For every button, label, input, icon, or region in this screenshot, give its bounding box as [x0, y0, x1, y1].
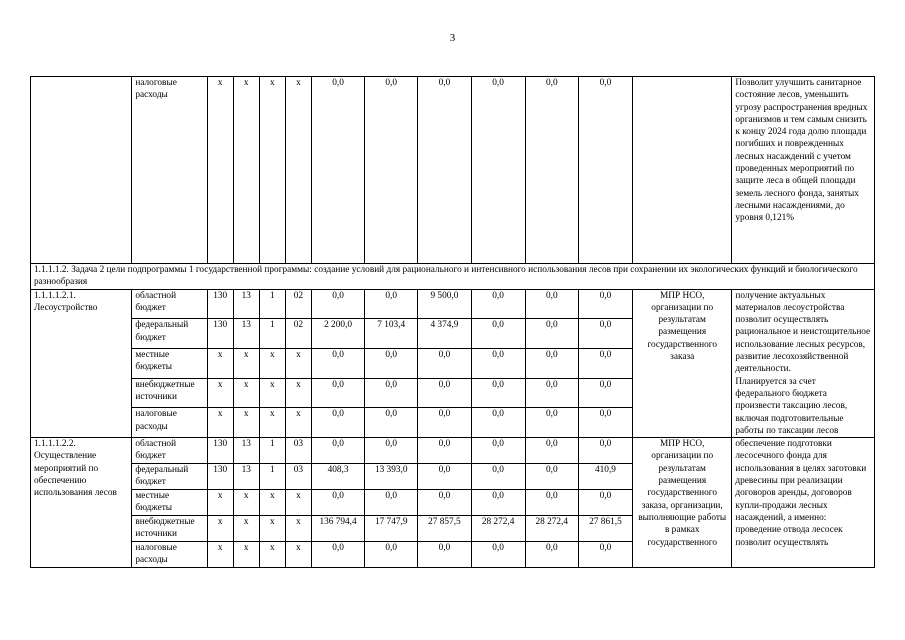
amount-3: 4 374,9 — [418, 319, 471, 349]
funding-source: областной бюджет — [132, 289, 207, 319]
amount-6: 0,0 — [578, 490, 632, 516]
budget-code-1: x — [207, 490, 233, 516]
budget-code-2: 13 — [233, 289, 259, 319]
amount-1: 0,0 — [311, 77, 364, 264]
expected-result: обеспечение подготовки лесосечного фонда для использования в целях заготовки древесины при реализации договоров аренды, договоров купли-продажи лесных насаждений, а именно: проведение отвода лесосек позволит осуществлять — [732, 438, 875, 568]
budget-code-3: x — [259, 516, 285, 542]
amount-1: 0,0 — [311, 438, 364, 464]
budget-code-1: 130 — [207, 319, 233, 349]
amount-2: 0,0 — [365, 408, 418, 438]
budget-code-3: 1 — [259, 319, 285, 349]
amount-2: 0,0 — [365, 542, 418, 568]
budget-code-3: x — [259, 542, 285, 568]
budget-code-4: x — [285, 516, 311, 542]
amount-2: 7 103,4 — [365, 319, 418, 349]
budget-code-2: x — [233, 378, 259, 408]
amount-3: 0,0 — [418, 77, 471, 264]
budget-code-2: 13 — [233, 464, 259, 490]
executor: МПР НСО, организации по результатам размещения государственного заказа — [633, 289, 732, 438]
funding-source: областной бюджет — [132, 438, 207, 464]
funding-source: внебюджетные источники — [132, 378, 207, 408]
table-row — [31, 438, 875, 464]
budget-code-1: x — [207, 542, 233, 568]
budget-code-4: x — [285, 542, 311, 568]
amount-5: 0,0 — [525, 77, 578, 264]
budget-code-1: x — [207, 349, 233, 379]
amount-2: 0,0 — [365, 378, 418, 408]
amount-5: 0,0 — [525, 349, 578, 379]
budget-code-4: 02 — [285, 289, 311, 319]
funding-source: налоговые расходы — [132, 408, 207, 438]
budget-code-3: x — [259, 349, 285, 379]
budget-code-3: x — [259, 378, 285, 408]
funding-source: внебюджетные источники — [132, 516, 207, 542]
amount-4: 0,0 — [471, 408, 525, 438]
budget-code-4: 02 — [285, 319, 311, 349]
amount-4: 0,0 — [471, 349, 525, 379]
budget-code-1: 130 — [207, 464, 233, 490]
funding-source: налоговые расходы — [132, 542, 207, 568]
amount-4: 0,0 — [471, 490, 525, 516]
budget-code-4: x — [285, 77, 311, 264]
amount-5: 28 272,4 — [525, 516, 578, 542]
amount-3: 0,0 — [418, 349, 471, 379]
amount-6: 0,0 — [578, 438, 632, 464]
amount-1: 0,0 — [311, 542, 364, 568]
budget-code-3: 1 — [259, 464, 285, 490]
amount-2: 0,0 — [365, 77, 418, 264]
measure-name: 1.1.1.1.2.1. Лесоустройство — [31, 289, 132, 438]
amount-2: 0,0 — [365, 490, 418, 516]
budget-code-3: 1 — [259, 289, 285, 319]
amount-3: 0,0 — [418, 438, 471, 464]
budget-code-2: x — [233, 490, 259, 516]
amount-4: 0,0 — [471, 77, 525, 264]
budget-code-4: x — [285, 408, 311, 438]
expected-result: получение актуальных материалов лесоустройства позволит осуществлять рациональное и неистощительное использование лесных ресурсов, развитие лесохозяйственной деятельности. Планируется за счет федерального бюджета произвести таксацию лесов, включая подготовительные работы по таксации лесов — [732, 289, 875, 438]
budget-code-1: x — [207, 378, 233, 408]
amount-6: 410,9 — [578, 464, 632, 490]
budget-code-4: x — [285, 378, 311, 408]
amount-6: 0,0 — [578, 319, 632, 349]
budget-code-3: x — [259, 490, 285, 516]
amount-3: 0,0 — [418, 542, 471, 568]
task-header-row — [31, 264, 875, 290]
budget-code-2: x — [233, 349, 259, 379]
budget-code-4: 03 — [285, 438, 311, 464]
funding-source: местные бюджеты — [132, 490, 207, 516]
budget-code-2: x — [233, 408, 259, 438]
amount-4: 0,0 — [471, 542, 525, 568]
amount-5: 0,0 — [525, 438, 578, 464]
amount-1: 0,0 — [311, 289, 364, 319]
amount-1: 0,0 — [311, 408, 364, 438]
amount-3: 9 500,0 — [418, 289, 471, 319]
amount-2: 17 747,9 — [365, 516, 418, 542]
amount-2: 0,0 — [365, 349, 418, 379]
budget-code-1: x — [207, 77, 233, 264]
amount-4: 28 272,4 — [471, 516, 525, 542]
amount-5: 0,0 — [525, 490, 578, 516]
amount-6: 0,0 — [578, 289, 632, 319]
budget-code-2: 13 — [233, 319, 259, 349]
budget-code-2: x — [233, 542, 259, 568]
task-header: 1.1.1.1.2. Задача 2 цели подпрограммы 1 государственной программы: создание условий для рационального и интенсивного использования лесов при сохранении их экологических функций и биологического разнообразия — [31, 264, 875, 290]
amount-3: 0,0 — [418, 408, 471, 438]
amount-6: 0,0 — [578, 349, 632, 379]
amount-2: 0,0 — [365, 289, 418, 319]
amount-1: 408,3 — [311, 464, 364, 490]
amount-5: 0,0 — [525, 319, 578, 349]
amount-4: 0,0 — [471, 438, 525, 464]
budget-code-4: x — [285, 490, 311, 516]
amount-3: 0,0 — [418, 490, 471, 516]
budget-code-1: x — [207, 516, 233, 542]
amount-1: 0,0 — [311, 378, 364, 408]
amount-5: 0,0 — [525, 289, 578, 319]
budget-code-3: x — [259, 408, 285, 438]
amount-4: 0,0 — [471, 319, 525, 349]
funding-source: местные бюджеты — [132, 349, 207, 379]
budget-code-3: 1 — [259, 438, 285, 464]
expected-result: Позволит улучшить санитарное состояние лесов, уменьшить угрозу распространения вредных организмов и тем самым снизить к концу 2024 года долю площади погибших и поврежденных лесных насаждений с учетом проведенных мероприятий по защите леса в общей площади земель лесного фонда, занятых лесными насаждениями, до уровня 0,121% — [732, 77, 875, 264]
amount-2: 0,0 — [365, 438, 418, 464]
table-row — [31, 289, 875, 319]
budget-code-1: 130 — [207, 438, 233, 464]
measure-name: 1.1.1.1.2.2. Осуществление мероприятий по обеспечению использования лесов — [31, 438, 132, 568]
amount-5: 0,0 — [525, 378, 578, 408]
amount-1: 0,0 — [311, 490, 364, 516]
budget-code-3: x — [259, 77, 285, 264]
amount-3: 27 857,5 — [418, 516, 471, 542]
amount-3: 0,0 — [418, 464, 471, 490]
budget-code-1: 130 — [207, 289, 233, 319]
amount-6: 27 861,5 — [578, 516, 632, 542]
funding-source: федеральный бюджет — [132, 319, 207, 349]
budget-code-2: 13 — [233, 438, 259, 464]
program-table — [30, 76, 875, 568]
amount-5: 0,0 — [525, 408, 578, 438]
amount-1: 136 794,4 — [311, 516, 364, 542]
amount-5: 0,0 — [525, 542, 578, 568]
amount-1: 0,0 — [311, 349, 364, 379]
budget-code-4: x — [285, 349, 311, 379]
budget-code-2: x — [233, 516, 259, 542]
executor — [633, 77, 732, 264]
funding-source: федеральный бюджет — [132, 464, 207, 490]
amount-4: 0,0 — [471, 378, 525, 408]
budget-code-4: 03 — [285, 464, 311, 490]
budget-code-1: x — [207, 408, 233, 438]
amount-4: 0,0 — [471, 289, 525, 319]
amount-6: 0,0 — [578, 378, 632, 408]
amount-6: 0,0 — [578, 542, 632, 568]
amount-2: 13 393,0 — [365, 464, 418, 490]
amount-5: 0,0 — [525, 464, 578, 490]
budget-code-2: x — [233, 77, 259, 264]
amount-6: 0,0 — [578, 408, 632, 438]
measure-name — [31, 77, 132, 264]
amount-1: 2 200,0 — [311, 319, 364, 349]
amount-4: 0,0 — [471, 464, 525, 490]
page-number: 3 — [449, 32, 456, 44]
executor: МПР НСО, организации по результатам размещения государственного заказа, организации, выполняющие работы в рамках государственного — [633, 438, 732, 568]
amount-6: 0,0 — [578, 77, 632, 264]
amount-3: 0,0 — [418, 378, 471, 408]
funding-source: налоговые расходы — [132, 77, 207, 264]
table-row — [31, 77, 875, 264]
